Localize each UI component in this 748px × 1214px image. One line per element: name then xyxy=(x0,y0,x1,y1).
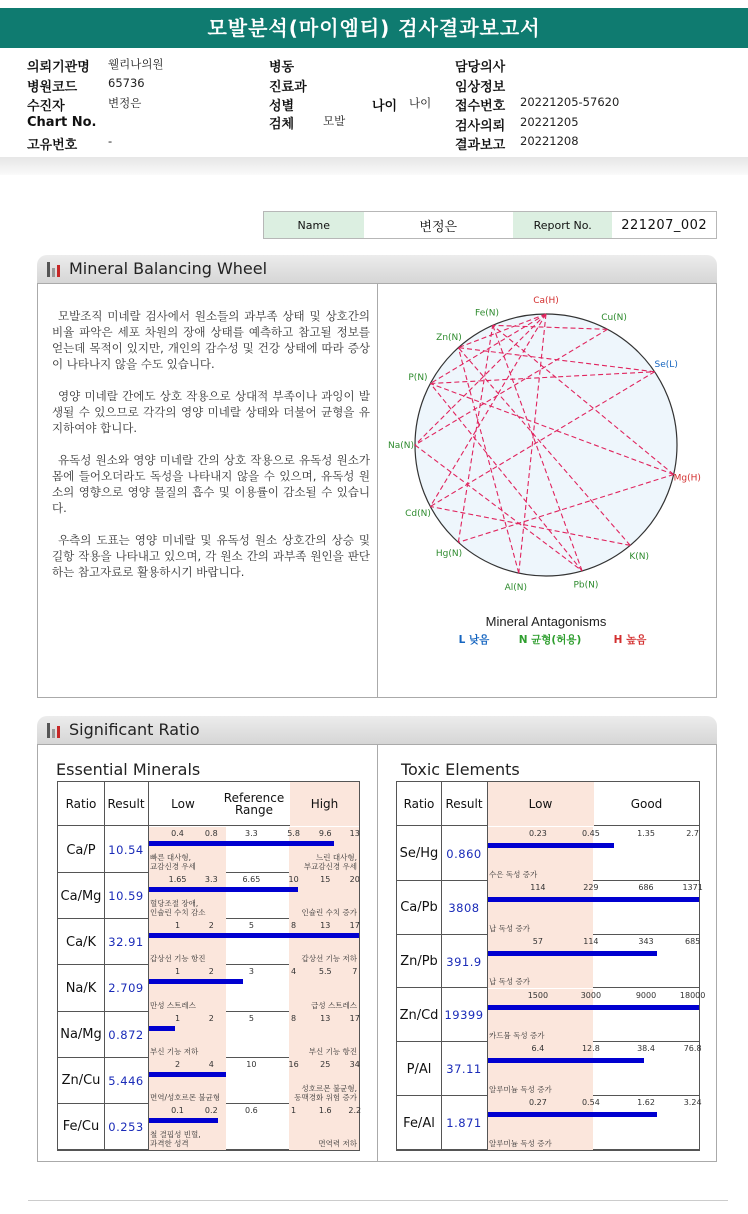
specimen-value: 모발 xyxy=(323,114,346,128)
ratio-name: Ca/K xyxy=(66,934,96,950)
result-bar xyxy=(487,951,657,956)
good-header: Good xyxy=(630,797,663,811)
tick-label: 2 xyxy=(174,1059,181,1069)
ratio-header: Ratio xyxy=(403,797,435,811)
range-note: 면역/성호르몬 불균형 xyxy=(150,1092,221,1102)
range-note: 빠른 대사형, 교감신경 우세 xyxy=(150,853,196,872)
result-bar xyxy=(148,933,359,938)
wheel-description xyxy=(52,308,370,596)
wheel-node-label: Ca(H) xyxy=(533,296,559,306)
tick-label: 0.27 xyxy=(528,1098,547,1108)
ratio-graph xyxy=(148,873,359,919)
tick-label: 1 xyxy=(291,1105,297,1115)
range-note: 만성 스트레스 xyxy=(150,1000,196,1010)
tick-label: 5 xyxy=(248,921,254,931)
ratio-name: Zn/Cu xyxy=(61,1073,101,1089)
footer-line xyxy=(28,1200,728,1201)
ratio-graph xyxy=(487,881,703,935)
range-note: 갑상선 기능 저하 xyxy=(301,954,357,964)
ratio-divider xyxy=(377,745,378,1161)
tick-label: 4 xyxy=(208,1059,214,1069)
tick-label: 343 xyxy=(638,936,654,946)
tick-label: 3.3 xyxy=(245,829,258,838)
tick-label: 76.8 xyxy=(683,1044,702,1054)
ratio-name: Fe/Cu xyxy=(62,1119,100,1135)
high-header: High xyxy=(290,782,359,826)
wheel-node-label: Pb(N) xyxy=(573,580,599,591)
wheel-node-label: Fe(N) xyxy=(475,308,500,319)
ratio-result: 1.871 xyxy=(446,1116,482,1131)
table-divider xyxy=(148,782,149,1150)
result-value: 20221208 xyxy=(520,134,579,148)
tick-label: 1.65 xyxy=(168,875,187,885)
tick-label: 1371 xyxy=(682,882,703,892)
tick-label: 13 xyxy=(320,1013,331,1023)
ratio-graph xyxy=(487,1096,702,1150)
tick-label: 5 xyxy=(248,1013,254,1023)
ratio-graph xyxy=(148,1012,359,1058)
institution-label: 의뢰기관명 xyxy=(27,60,90,75)
ratio-name: Se/Hg xyxy=(399,846,439,862)
request-value: 20221205 xyxy=(520,115,579,129)
mineral-wheel-diagram xyxy=(378,284,716,697)
tick-label: 5.5 xyxy=(318,967,332,977)
legend-item: H 높음 xyxy=(613,634,647,646)
tick-label: 57 xyxy=(532,936,543,946)
tick-label: 3000 xyxy=(580,990,602,1000)
ratio-result: 19399 xyxy=(444,1008,484,1023)
wheel-circle xyxy=(415,314,677,576)
receipt-value: 20221205-57620 xyxy=(520,95,620,109)
sex-label: 성별 xyxy=(269,99,295,114)
table-row xyxy=(397,1096,702,1150)
tick-label: 0.6 xyxy=(245,1105,258,1115)
table-row xyxy=(397,881,703,935)
header-separator xyxy=(0,157,748,175)
ratio-name: Na/Mg xyxy=(60,1027,102,1043)
clinical-label: 임상정보 xyxy=(455,80,506,95)
description-paragraph: 모발조직 미네랄 검사에서 원소들의 과부족 상태 및 상호간의 비율 파악은 세포 차원의 장애 상태를 예측하고 참고될 정보를 얻는데 목적이 있지만, 개인의 감수성 및 건강 상태에 따라 증상이 나타나지 않을 수도 있습니다. xyxy=(52,309,370,371)
name-label: Name xyxy=(264,212,364,238)
doctor-label: 담당의사 xyxy=(455,60,506,75)
tick-label: 1 xyxy=(174,1013,181,1023)
tick-label: 0.2 xyxy=(204,1105,218,1115)
tick-label: 229 xyxy=(583,882,599,892)
table-row xyxy=(397,935,699,989)
id-value: - xyxy=(108,134,113,148)
range-note: 성호르몬 불균형, 동맥경화 위험 증가 xyxy=(294,1083,357,1102)
tick-label: 0.23 xyxy=(528,829,547,838)
ratio-result: 2.709 xyxy=(108,981,144,996)
description-paragraph: 유독성 원소와 영양 미네랄 간의 상호 작용으로 유독성 원소가 몸에 들어오더라도 독성을 나타내지 않을 수 있으며, 유독성 원소의 영향으로 영양 물질의 흡수 및 이용률이 감소될 수 있습니다. xyxy=(52,453,370,515)
tick-label: 1.35 xyxy=(637,829,655,838)
tick-label: 3 xyxy=(248,967,254,977)
range-note: 면역력 저하 xyxy=(318,1138,357,1148)
range-note: 수은 독성 증가 xyxy=(489,869,538,879)
range-note: 인슐린 수치 증가 xyxy=(301,908,357,918)
tick-label: 7 xyxy=(352,967,358,977)
result-bar xyxy=(487,897,699,902)
wheel-node-label: Al(N) xyxy=(504,582,528,593)
result-bar xyxy=(148,1118,218,1123)
ratio-graph xyxy=(487,1042,702,1096)
name-box xyxy=(263,211,717,239)
name-value: 변정은 xyxy=(419,219,458,235)
tick-label: 34 xyxy=(349,1059,360,1069)
tick-label: 13 xyxy=(349,829,360,838)
tick-label: 0.54 xyxy=(581,1098,600,1108)
dept-label: 진료과 xyxy=(269,80,307,95)
institution-value: 웰리나의원 xyxy=(108,57,164,71)
ratio-header: Ratio xyxy=(65,797,97,811)
ratio-result: 0.872 xyxy=(108,1027,144,1042)
range-note: 납 독성 증가 xyxy=(489,977,530,987)
ratio-name: Ca/P xyxy=(66,842,96,858)
tick-label: 12.8 xyxy=(581,1044,600,1054)
range-note: 철 결핍성 빈혈, 과격한 성격 xyxy=(150,1129,201,1148)
tick-label: 8 xyxy=(291,921,297,931)
wheel-node-label: Cd(N) xyxy=(405,509,431,520)
patient-value: 변정은 xyxy=(108,96,142,110)
ratio-name: Ca/Mg xyxy=(60,888,102,904)
ratio-result: 391.9 xyxy=(446,954,482,969)
tick-label: 6.4 xyxy=(531,1044,545,1054)
legend-item: N 균형(허용) xyxy=(518,634,582,646)
range-note: 알루미늄 독성 증가 xyxy=(489,1138,552,1148)
wheel-node-label: Hg(N) xyxy=(435,548,463,559)
specimen-label: 검체 xyxy=(269,117,295,132)
tick-label: 20 xyxy=(349,875,360,885)
tick-label: 1500 xyxy=(527,990,549,1000)
result-bar xyxy=(148,1072,226,1077)
ratio-result: 32.91 xyxy=(108,935,144,950)
tick-label: 2.2 xyxy=(348,1105,362,1115)
range-label: Range xyxy=(234,803,274,817)
ratio-result: 37.11 xyxy=(446,1062,482,1077)
range-note: 납 독성 증가 xyxy=(489,923,530,933)
toxic-elements-title: Toxic Elements xyxy=(401,760,520,779)
result-label: 결과보고 xyxy=(455,138,506,153)
ratio-graph xyxy=(148,1058,359,1104)
wheel-section-header xyxy=(37,255,717,283)
id-label: 고유번호 xyxy=(27,138,78,153)
receipt-label: 접수번호 xyxy=(455,99,506,114)
ratio-name: P/Al xyxy=(406,1061,432,1077)
tick-label: 17 xyxy=(349,1013,360,1023)
result-bar xyxy=(148,979,243,984)
tick-label: 114 xyxy=(530,882,546,892)
tick-label: 0.8 xyxy=(204,829,218,838)
description-paragraph: 우측의 도표는 영양 미네랄 및 유독성 원소 상호간의 상승 및 길항 작용을 나타내고 있으며, 각 원소 간의 과부족 원인을 판단하는 참고자료로 활용하시기 바랍니다. xyxy=(52,533,370,579)
tick-label: 9.6 xyxy=(318,829,332,838)
wheel-node-label: Zn(N) xyxy=(436,333,462,344)
bar-chart-icon xyxy=(47,262,63,277)
ward-label: 병동 xyxy=(269,60,295,75)
range-note: 카드뮴 독성 증가 xyxy=(489,1031,545,1041)
range-note: 부신 기능 저하 xyxy=(150,1046,199,1056)
request-label: 검사의뢰 xyxy=(455,119,506,134)
tick-label: 2 xyxy=(208,967,214,977)
result-bar xyxy=(487,1112,657,1117)
range-note: 혈당조절 장애, 인슐린 수치 감소 xyxy=(150,899,206,918)
wheel-node-label: Se(L) xyxy=(654,359,678,370)
tick-label: 17 xyxy=(349,921,360,931)
low-header: Low xyxy=(487,782,594,826)
wheel-node-label: Cu(N) xyxy=(601,312,627,323)
tick-label: 4 xyxy=(291,967,297,977)
report-no-label: Report No. xyxy=(513,212,613,238)
ratio-section-title: Significant Ratio xyxy=(69,720,200,739)
table-row xyxy=(397,989,706,1043)
legend-item: L 낮음 xyxy=(458,634,490,646)
tick-label: 3.24 xyxy=(683,1098,702,1108)
result-bar xyxy=(487,843,614,848)
ratio-name: Fe/Al xyxy=(403,1115,435,1131)
ratio-graph xyxy=(148,1104,362,1150)
tick-label: 0.1 xyxy=(171,1105,184,1115)
range-note: 갑상선 기능 항진 xyxy=(150,954,206,964)
tick-label: 0.4 xyxy=(171,829,184,838)
ratio-result: 10.54 xyxy=(108,843,144,858)
tick-label: 16 xyxy=(288,1059,299,1069)
ratio-name: Ca/Pb xyxy=(400,900,438,916)
bar-chart-icon xyxy=(47,723,63,738)
ratio-graph xyxy=(487,989,706,1043)
tick-label: 9000 xyxy=(635,990,657,1000)
age-value: 나이 xyxy=(409,96,432,110)
reference-label: Reference xyxy=(223,791,285,805)
tick-label: 15 xyxy=(320,875,331,885)
toxic-elements-table xyxy=(396,781,706,1151)
tick-label: 13 xyxy=(320,921,331,931)
ratio-graph xyxy=(487,827,699,881)
chart-label: Chart No. xyxy=(27,115,97,130)
description-paragraph: 영양 미네랄 간에도 상호 작용으로 상대적 부족이나 과잉이 발생될 수 있으므로 각각의 영양 미네랄 상태와 더불어 균형을 유지하여야 합니다. xyxy=(52,389,370,435)
wheel-node-label: P(N) xyxy=(408,372,428,383)
report-title: 모발분석(마이엠티) 검사결과보고서 xyxy=(0,8,748,48)
result-header: Result xyxy=(445,797,483,811)
tick-label: 2.7 xyxy=(686,829,699,838)
table-divider xyxy=(441,782,442,1150)
hospital-code-value: 65736 xyxy=(108,76,145,90)
tick-label: 1 xyxy=(174,921,181,931)
table-divider xyxy=(487,782,488,1150)
ratio-result: 3808 xyxy=(448,900,480,915)
ratio-graph xyxy=(148,919,359,965)
wheel-node-label: Na(N) xyxy=(387,441,415,451)
ratio-name: Na/K xyxy=(65,980,97,996)
wheel-title: Mineral Antagonisms xyxy=(485,614,607,629)
wheel-section-title: Mineral Balancing Wheel xyxy=(69,259,268,278)
result-bar xyxy=(487,1005,699,1010)
ratio-name: Zn/Pb xyxy=(400,954,438,970)
tick-label: 1.62 xyxy=(637,1098,655,1108)
wheel-node-label: Mg(H) xyxy=(673,473,701,484)
ratio-result: 10.59 xyxy=(108,889,144,904)
ratio-section-header xyxy=(37,716,717,744)
tick-label: 1 xyxy=(174,967,181,977)
ratio-graph xyxy=(148,965,359,1011)
essential-minerals-table xyxy=(57,781,360,1151)
ratio-panel xyxy=(37,744,717,1162)
table-row xyxy=(397,1042,702,1096)
tick-label: 1.6 xyxy=(318,1105,332,1115)
tick-label: 10 xyxy=(288,875,299,885)
low-header: Low xyxy=(171,797,195,811)
tick-label: 3.3 xyxy=(204,875,218,885)
essential-minerals-title: Essential Minerals xyxy=(56,760,201,779)
hospital-code-label: 병원코드 xyxy=(27,80,78,95)
tick-label: 114 xyxy=(583,936,599,946)
tick-label: 2 xyxy=(208,921,214,931)
result-bar xyxy=(148,887,298,892)
patient-info xyxy=(0,54,748,154)
tick-label: 38.4 xyxy=(637,1044,655,1054)
table-header xyxy=(397,782,699,826)
result-bar xyxy=(148,1026,175,1031)
ratio-result: 0.253 xyxy=(108,1119,144,1134)
range-note: 느린 대사형, 부교감신경 우세 xyxy=(303,853,357,872)
age-label: 나이 xyxy=(372,99,398,114)
table-row xyxy=(397,827,699,881)
result-header: Result xyxy=(107,797,145,811)
result-bar xyxy=(487,1058,644,1063)
tick-label: 2 xyxy=(208,1013,214,1023)
tick-label: 686 xyxy=(638,882,654,892)
range-note: 알루미늄 독성 증가 xyxy=(489,1085,552,1095)
tick-label: 8 xyxy=(291,1013,297,1023)
patient-label: 수진자 xyxy=(27,99,65,114)
report-no-value: 221207_002 xyxy=(621,217,708,233)
result-bar xyxy=(148,841,334,846)
tick-label: 0.45 xyxy=(581,829,600,838)
ratio-result: 5.446 xyxy=(108,1073,144,1088)
tick-label: 18000 xyxy=(679,990,706,1000)
ratio-name: Zn/Cd xyxy=(399,1007,439,1023)
ratio-result: 0.860 xyxy=(446,846,482,861)
tick-label: 6.65 xyxy=(242,875,261,885)
wheel-panel xyxy=(37,283,717,698)
reference-range-header xyxy=(218,782,290,826)
wheel-node-label: K(N) xyxy=(629,552,650,563)
tick-label: 10 xyxy=(246,1059,257,1069)
table-divider xyxy=(104,782,105,1150)
ratio-graph xyxy=(487,935,699,989)
tick-label: 685 xyxy=(684,936,701,946)
range-note: 급성 스트레스 xyxy=(311,1000,357,1010)
range-note: 부신 기능 항진 xyxy=(308,1046,357,1056)
tick-label: 25 xyxy=(320,1059,331,1069)
ratio-graph xyxy=(148,827,359,873)
tick-label: 5.8 xyxy=(287,829,300,838)
